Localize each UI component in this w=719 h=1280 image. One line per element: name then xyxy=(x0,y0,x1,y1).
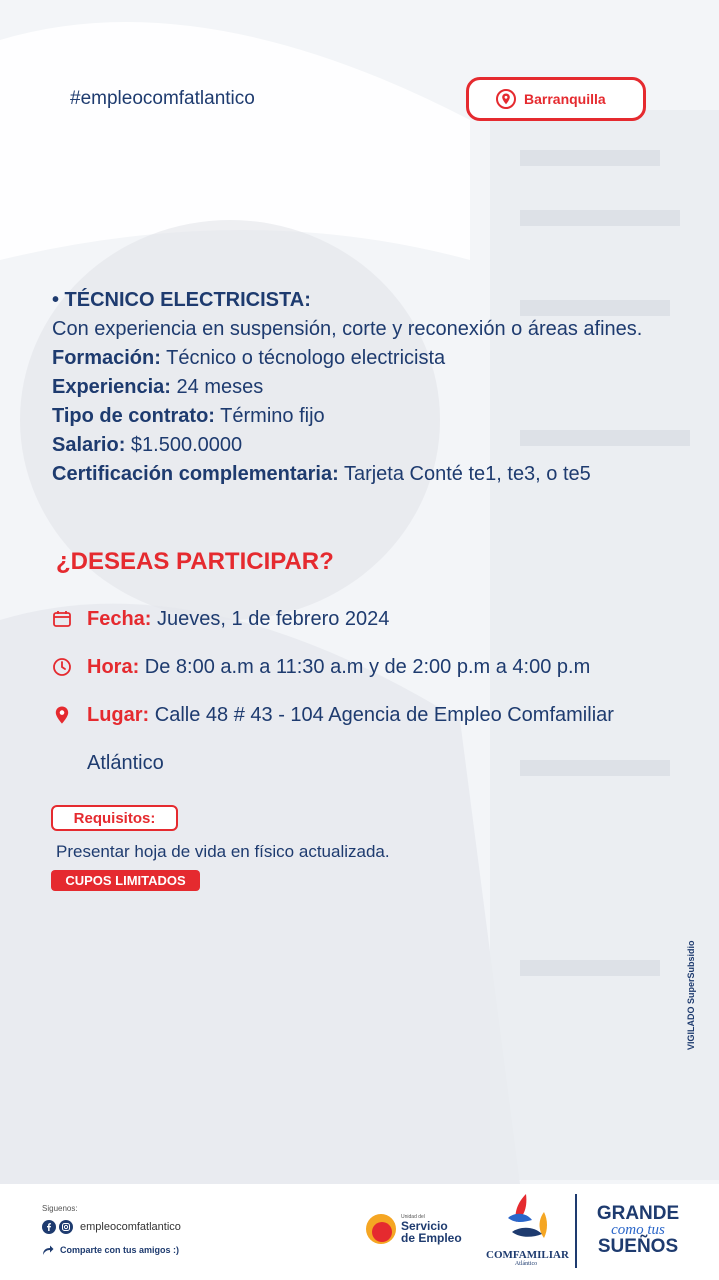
footer-divider xyxy=(575,1194,577,1268)
location-badge xyxy=(466,77,646,121)
field-certificacion xyxy=(52,460,692,489)
job-title: • TÉCNICO ELECTRICISTA: xyxy=(52,289,311,311)
hora-value: De 8:00 a.m a 11:30 a.m y de 2:00 p.m a 4:00 p.m xyxy=(144,656,591,678)
map-pin-icon xyxy=(496,89,516,109)
field-experiencia xyxy=(52,373,692,402)
field-value: 24 meses xyxy=(176,376,264,398)
instagram-icon[interactable] xyxy=(59,1220,73,1234)
servicio-empleo-mark xyxy=(366,1214,396,1244)
servicio-line1: Servicio xyxy=(401,1219,448,1233)
grande-line1: GRANDE xyxy=(596,1203,680,1224)
lugar-value: Calle 48 # 43 - 104 Agencia de Empleo Comfamiliar xyxy=(154,704,614,726)
fecha-value: Jueves, 1 de febrero 2024 xyxy=(157,608,390,630)
map-pin-icon xyxy=(52,705,72,725)
requisitos-label: Requisitos: xyxy=(51,805,178,831)
vigilado-supersubsidio: VIGILADO SuperSubsidio xyxy=(686,940,696,1050)
field-salario xyxy=(52,431,692,460)
share-text: Comparte con tus amigos :) xyxy=(60,1245,180,1255)
servicio-empleo-logo xyxy=(366,1214,462,1244)
clock-icon xyxy=(52,657,72,677)
field-value: Término fijo xyxy=(220,405,325,427)
location-label: Barranquilla xyxy=(524,91,606,107)
social-links xyxy=(42,1220,181,1234)
field-label: Salario: xyxy=(52,434,126,456)
field-label: Tipo de contrato: xyxy=(52,405,215,427)
grande-como-tus-suenos-logo xyxy=(588,1204,688,1256)
servicio-line2: de Empleo xyxy=(401,1231,462,1245)
field-value: $1.500.0000 xyxy=(130,434,243,456)
social-handle[interactable]: empleocomfatlantico xyxy=(80,1221,181,1233)
field-label: Formación: xyxy=(52,347,161,369)
job-details xyxy=(52,286,692,489)
fecha-row xyxy=(52,606,389,632)
comfamiliar-mark xyxy=(498,1192,554,1244)
grande-line2: como tus xyxy=(611,1222,665,1238)
cupos-limitados-badge: CUPOS LIMITADOS xyxy=(51,870,200,891)
siguenos-label: Siguenos: xyxy=(42,1204,78,1213)
hora-label: Hora: xyxy=(87,656,140,678)
servicio-small: Unidad del xyxy=(401,1214,425,1220)
hashtag: #empleocomfatlantico xyxy=(70,88,255,109)
comfamiliar-logo xyxy=(486,1192,569,1267)
requisitos-text: Presentar hoja de vida en físico actualizada. xyxy=(56,842,390,861)
field-formacion xyxy=(52,344,692,373)
participar-heading: ¿DESEAS PARTICIPAR? xyxy=(56,548,334,575)
comfamiliar-sub: Atlántico xyxy=(514,1261,538,1267)
facebook-icon[interactable] xyxy=(42,1220,56,1234)
share-arrow-icon[interactable] xyxy=(42,1244,54,1256)
grande-line3: SUEÑOS xyxy=(597,1236,679,1257)
field-label: Certificación complementaria: xyxy=(52,463,339,485)
share-row xyxy=(42,1244,179,1256)
job-description: Con experiencia en suspensión, corte y reconexión o áreas afines. xyxy=(52,318,643,340)
lugar-label: Lugar: xyxy=(87,704,150,726)
lugar-value-line2: Atlántico xyxy=(87,752,164,774)
field-value: Tarjeta Conté te1, te3, o te5 xyxy=(343,463,591,485)
field-tipo-contrato xyxy=(52,402,692,431)
calendar-icon xyxy=(52,609,72,629)
fecha-label: Fecha: xyxy=(87,608,152,630)
field-value: Técnico o técnologo electricista xyxy=(166,347,446,369)
hora-row xyxy=(52,654,590,680)
lugar-row xyxy=(52,702,614,776)
comfamiliar-name: COMFAMILIAR xyxy=(486,1249,569,1261)
footer xyxy=(0,1184,719,1280)
field-label: Experiencia: xyxy=(52,376,171,398)
